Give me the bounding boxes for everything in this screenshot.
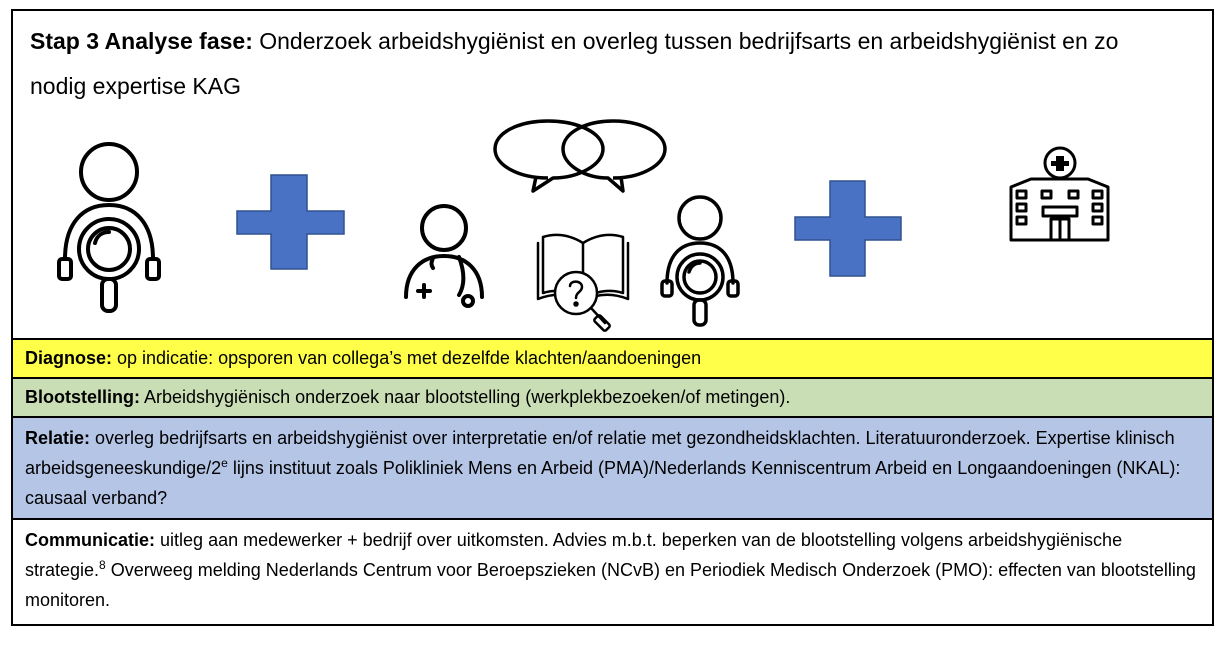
blootstelling-label: Blootstelling:: [25, 387, 140, 407]
blootstelling-text: Arbeidshygiënisch onderzoek naar blootstelling (werkplekbezoeken/of metingen).: [140, 387, 791, 407]
relatie-text-2: lijns instituut zoals Polikliniek Mens en Arbeid (PMA)/Nederlands Kenniscentrum Arbeid en Longaandoeningen (NKAL): causaal verband?: [25, 458, 1181, 508]
diagnose-label: Diagnose:: [25, 348, 113, 368]
hospital-icon: [1011, 148, 1108, 240]
doctor-stethoscope-icon: [406, 206, 482, 306]
row-blootstelling: [13, 377, 1212, 416]
plus-icon: [795, 181, 901, 276]
row-communicatie: [13, 518, 1212, 624]
icon-strip: [13, 11, 1212, 338]
speech-bubbles-icon: [495, 121, 665, 191]
diagnose-text: op indicatie: opsporen van collega’s met dezelfde klachten/aandoeningen: [112, 348, 702, 368]
communicatie-superscript: 8: [99, 558, 106, 572]
hygienist-magnifier-icon: [59, 144, 159, 311]
header-section: [13, 11, 1212, 338]
relatie-label: Relatie:: [25, 428, 91, 448]
relatie-text-1: overleg bedrijfsarts en arbeidshygiënist over interpretatie en/of relatie met gezondheidsklachten. Literatuuronderzoek. Expertise klinisch arbeidsgeneeskundige/2: [25, 428, 1175, 478]
hygienist-magnifier-small-icon: [662, 197, 738, 325]
book-question-icon: [538, 235, 628, 331]
communicatie-text-1: uitleg aan medewerker + bedrijf over uitkomsten. Advies m.b.t. beperken van de blootstelling volgens arbeidshygiënische strategie.: [25, 530, 1123, 580]
communicatie-label: Communicatie:: [25, 530, 156, 550]
title-rest: Onderzoek arbeidshygiënist en overleg tussen bedrijfsarts en arbeidshygiënist en zo nodig expertise KAG: [30, 28, 1119, 99]
title-bold: Stap 3 Analyse fase:: [30, 28, 253, 54]
relatie-superscript: e: [221, 456, 228, 470]
row-diagnose: [13, 338, 1212, 377]
row-relatie: [13, 416, 1212, 518]
plus-icon: [237, 175, 344, 269]
communicatie-text-2: Overweeg melding Nederlands Centrum voor Beroepszieken (NCvB) en Periodiek Medisch Onderzoek (PMO): effecten van blootstelling monitoren.: [25, 560, 1196, 610]
